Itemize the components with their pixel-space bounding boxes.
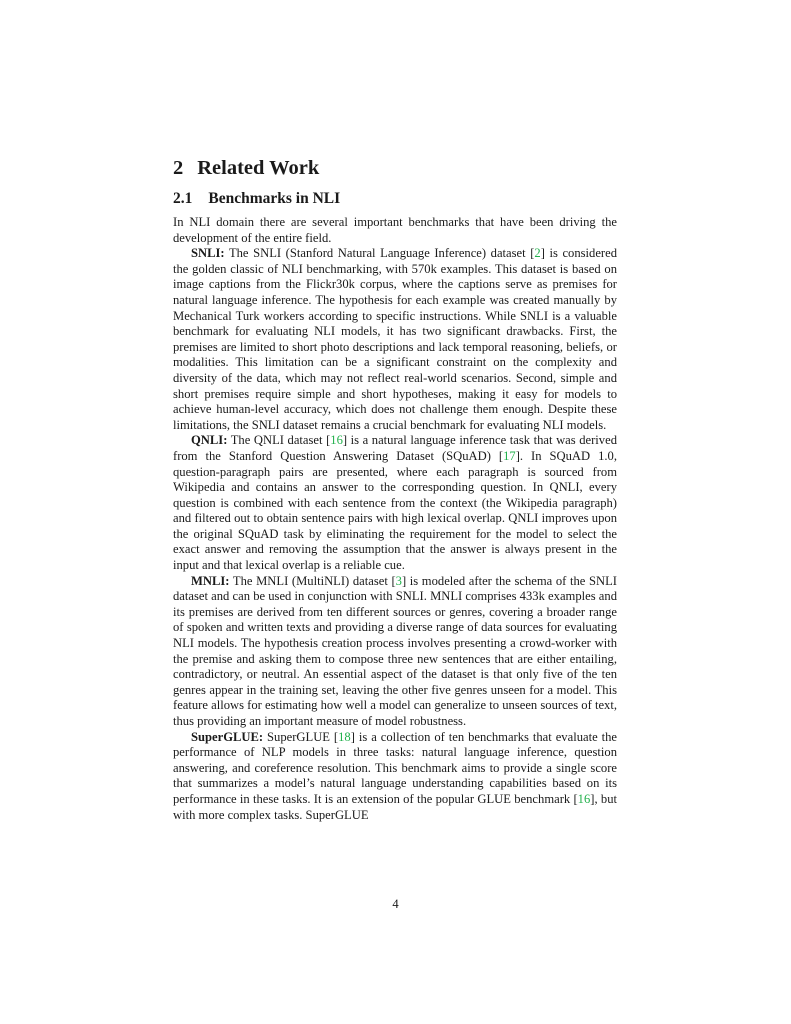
superglue-text-a: SuperGLUE [ xyxy=(263,729,339,744)
subsection-number: 2.1 xyxy=(173,190,193,207)
qnli-text-c: ]. In SQuAD 1.0, question-paragraph pairs are presented, where each paragraph is sourced from Wikipedia and contains an answer to the corresponding question. In QNLI, every question is combined with each sentence from the context (the Wikipedia paragraph) and filtered out to obtain sentence pairs with high lexical overlap. QNLI improves upon the original SQuAD task by eliminating the requirement for the model to select the exact answer and removing the assumption that the answer is always present in the input and that lexical overlap is a reliable cue. xyxy=(173,448,617,573)
citation-link[interactable]: 17 xyxy=(503,448,516,463)
citation-link[interactable]: 16 xyxy=(577,791,591,806)
section-number: 2 xyxy=(173,157,184,179)
snli-text-a: The SNLI (Stanford Natural Language Inference) dataset [ xyxy=(224,246,535,261)
snli-paragraph xyxy=(173,246,617,433)
superglue-paragraph xyxy=(173,730,617,824)
citation-link[interactable]: 18 xyxy=(338,729,351,744)
section-title: Related Work xyxy=(197,157,320,179)
superglue-text-b: ] is a collection of ten benchmarks that evaluate the performance of NLP models in three tasks: natural language inference, question answering, and coreference resolution. This benchmark aims to provide a single score that summarizes a model’s natural language understanding capabilities based on its performance in these tasks. It is an extension of the popular GLUE benchmark [ xyxy=(173,729,617,806)
mnli-text-b: ] is modeled after the schema of the SNLI dataset and can be used in conjunction with SNLI. MNLI comprises 433k examples and its premises are derived from ten different sources or genres, covering a broader range of spoken and written texts and providing a diverse range of data sources for evaluating NLI models. The hypothesis creation process involves presenting a crowd-worker with the premise and asking them to compose three new sentences that are either entailing, contradictory, or neutral. An essential aspect of the dataset is that only five of the ten genres appear in the training set, leaving the other five genres unseen for a model. This feature allows for estimating how well a model can generalize to unseen sources of text, thus providing an important measure of model robustness. xyxy=(173,573,617,728)
mnli-text-a: The MNLI (MultiNLI) dataset [ xyxy=(229,573,396,588)
page-number: 4 xyxy=(392,897,399,911)
intro-paragraph: In NLI domain there are several important benchmarks that have been driving the development of the entire field. xyxy=(173,215,617,245)
mnli-term: MNLI: xyxy=(191,573,230,588)
section-heading xyxy=(173,155,617,181)
mnli-paragraph xyxy=(173,574,617,730)
citation-link[interactable]: 3 xyxy=(395,573,402,588)
citation-link[interactable]: 16 xyxy=(330,433,343,448)
qnli-text-a: The QNLI dataset [ xyxy=(227,433,331,448)
paper-page xyxy=(173,155,617,823)
subsection-heading xyxy=(173,189,617,209)
citation-link[interactable]: 2 xyxy=(534,246,541,261)
qnli-paragraph xyxy=(173,433,617,573)
qnli-text-b: ] is a natural language inference task that was derived from the Stanford Question Answering Dataset (SQuAD) [ xyxy=(173,433,617,463)
superglue-term: SuperGLUE: xyxy=(191,729,264,744)
subsection-title: Benchmarks in NLI xyxy=(208,190,341,207)
qnli-term: QNLI: xyxy=(191,433,228,448)
snli-term: SNLI: xyxy=(191,246,225,261)
superglue-text-c: ], but with more complex tasks. SuperGLUE xyxy=(173,791,617,822)
snli-text-b: ] is considered the golden classic of NLI benchmarking, with 570k examples. This dataset is based on image captions from the Flickr30k corpus, where the captions serve as premises for natural language inference. The hypothesis for each example was created manually by Mechanical Turk workers according to specific instructions. While SNLI is a valuable benchmark for evaluating NLI models, it has two significant drawbacks. First, the premises are limited to short photo descriptions and lack temporal reasoning, beliefs, or modalities. This limitation can be a significant constraint on the complexity and diversity of the data, which may not reflect real-world scenarios. Second, simple and short premises require simple and short hypotheses, making it easy for models to achieve human-level accuracy, which does not challenge them enough. Despite these limitations, the SNLI dataset remains a crucial benchmark for evaluating NLI models. xyxy=(173,246,617,432)
